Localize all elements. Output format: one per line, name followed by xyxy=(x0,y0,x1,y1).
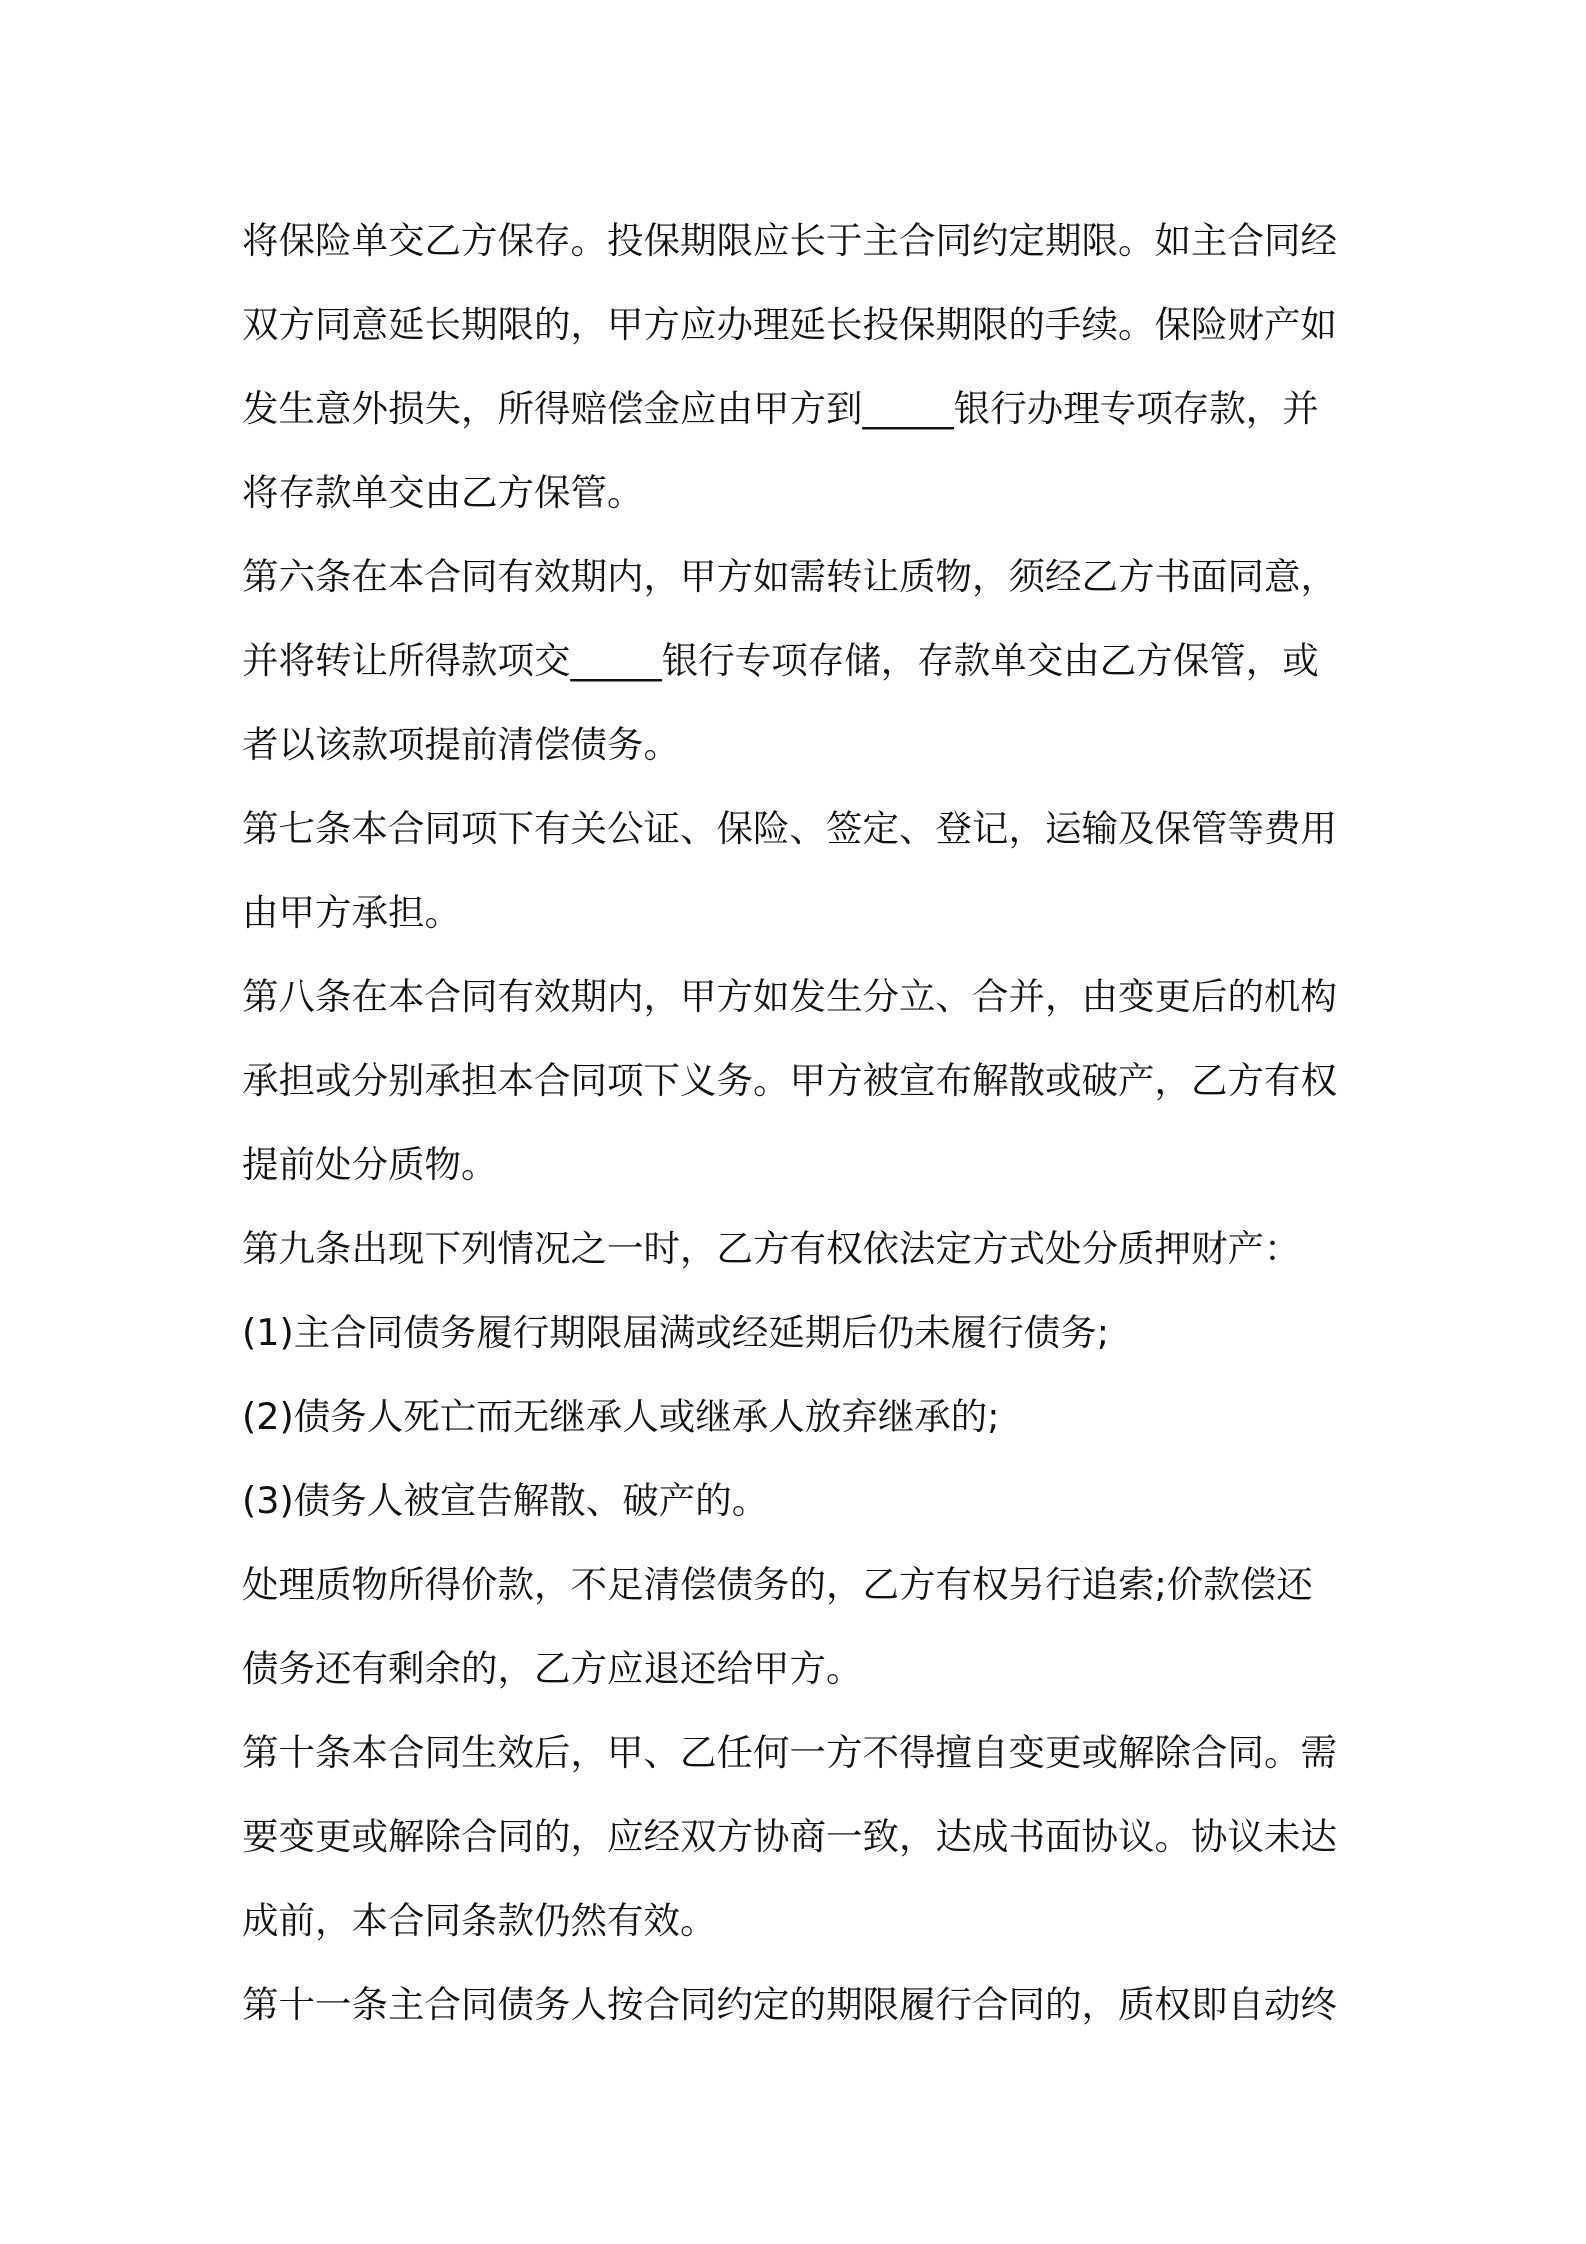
text-line: 提前处分质物。 xyxy=(242,1143,498,1186)
text-line: (1)主合同债务履行期限届满或经延期后仍未履行债务; xyxy=(242,1311,1109,1354)
text-line: 将保险单交乙方保存。投保期限应长于主合同约定期限。如主合同经 xyxy=(242,219,1337,262)
text-line: 债务还有剩余的，乙方应退还给甲方。 xyxy=(242,1647,863,1690)
text-line: 承担或分别承担本合同项下义务。甲方被宣布解散或破产，乙方有权 xyxy=(242,1059,1337,1102)
text-line: 者以该款项提前清偿债务。 xyxy=(242,723,680,766)
text-line: 并将转让所得款项交_____银行专项存储，存款单交由乙方保管，或 xyxy=(242,639,1319,682)
text-line: (2)债务人死亡而无继承人或继承人放弃继承的; xyxy=(242,1395,1000,1438)
text-line: 第六条在本合同有效期内，甲方如需转让质物，须经乙方书面同意， xyxy=(242,555,1337,598)
text-line: 将存款单交由乙方保管。 xyxy=(242,471,644,514)
text-line: 要变更或解除合同的，应经双方协商一致，达成书面协议。协议未达 xyxy=(242,1815,1337,1858)
text-line: 第十一条主合同债务人按合同约定的期限履行合同的，质权即自动终 xyxy=(242,1983,1337,2026)
text-line: (3)债务人被宣告解散、破产的。 xyxy=(242,1479,769,1522)
text-line: 处理质物所得价款，不足清偿债务的，乙方有权另行追索;价款偿还 xyxy=(242,1563,1313,1606)
text-line: 双方同意延长期限的，甲方应办理延长投保期限的手续。保险财产如 xyxy=(242,303,1337,346)
text-line: 第九条出现下列情况之一时，乙方有权依法定方式处分质押财产： xyxy=(242,1227,1301,1270)
text-line: 第七条本合同项下有关公证、保险、签定、登记，运输及保管等费用 xyxy=(242,807,1337,850)
text-line: 由甲方承担。 xyxy=(242,891,461,934)
text-line: 第十条本合同生效后，甲、乙任何一方不得擅自变更或解除合同。需 xyxy=(242,1731,1337,1774)
text-line: 第八条在本合同有效期内，甲方如发生分立、合并，由变更后的机构 xyxy=(242,975,1337,1018)
contract-body-text xyxy=(242,199,1350,2047)
text-line: 发生意外损失，所得赔偿金应由甲方到_____银行办理专项存款，并 xyxy=(242,387,1319,430)
text-line: 成前，本合同条款仍然有效。 xyxy=(242,1899,717,1942)
